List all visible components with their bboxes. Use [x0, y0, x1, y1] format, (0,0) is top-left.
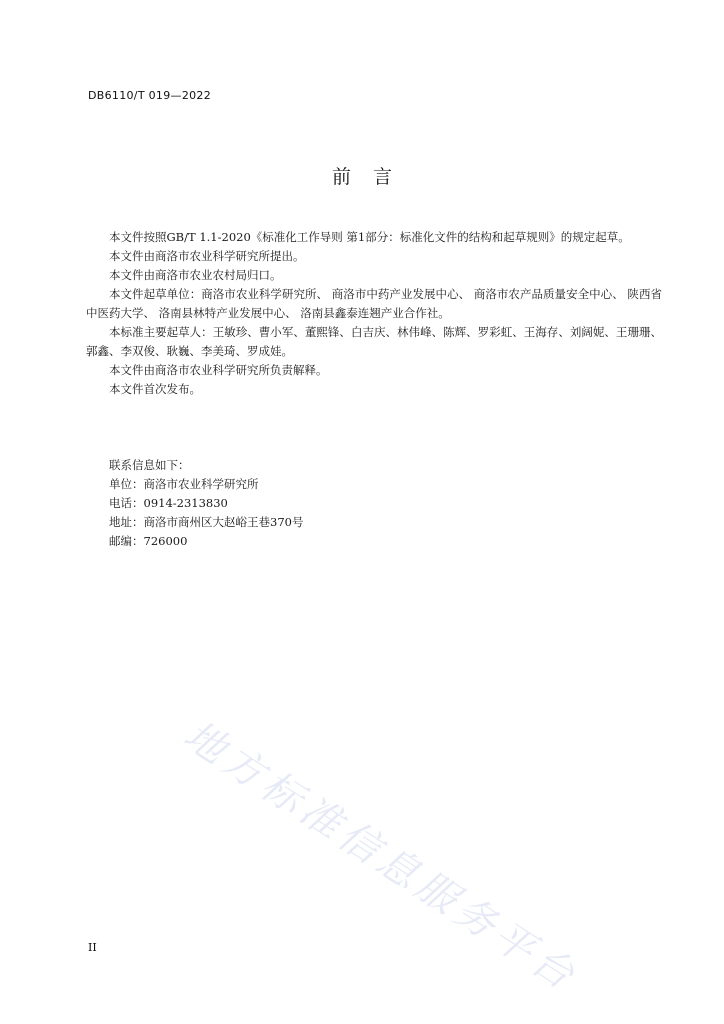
contact-info — [109, 456, 509, 551]
paragraph-first-release: 本文件首次发布。 — [109, 382, 201, 396]
page-title: 前言 — [331, 166, 414, 188]
contact-heading: 联系信息如下： — [109, 458, 190, 472]
watermark: 地方标准信息服务平台 — [175, 712, 587, 1002]
paragraph-drafters: 本标准主要起草人：王敏珍、曹小军、董熙锋、白吉庆、林伟峰、陈辉、罗彩虹、王海存、刘阔妮、王珊珊、郭鑫、李双俊、耿巍、李美琦、罗成娃。 — [86, 325, 662, 358]
contact-address: 地址：商洛市商州区大赵峪王巷370号 — [109, 515, 304, 529]
paragraph-drafting-rules: 本文件按照GB/T 1.1-2020《标准化工作导则 第1部分：标准化文件的结构和起草规则》的规定起草。 — [109, 230, 630, 244]
paragraph-interpretation: 本文件由商洛市农业科学研究所负责解释。 — [109, 363, 328, 377]
contact-postcode: 邮编：726000 — [109, 534, 188, 548]
paragraph-administrator: 本文件由商洛市农业农村局归口。 — [109, 268, 282, 282]
contact-unit: 单位：商洛市农业科学研究所 — [109, 477, 259, 491]
paragraph-proposer: 本文件由商洛市农业科学研究所提出。 — [109, 249, 305, 263]
contact-phone: 电话：0914-2313830 — [109, 496, 228, 510]
paragraph-drafting-units: 本文件起草单位：商洛市农业科学研究所、 商洛市中药产业发展中心、 商洛市农产品质量安全中心、 陕西省中医药大学、 洛南县林特产业发展中心、 洛南县鑫泰连翘产业合作社。 — [86, 287, 662, 320]
foreword-body — [86, 228, 662, 399]
page-number: II — [88, 941, 97, 954]
document-code: DB6110/T 019—2022 — [88, 89, 212, 102]
